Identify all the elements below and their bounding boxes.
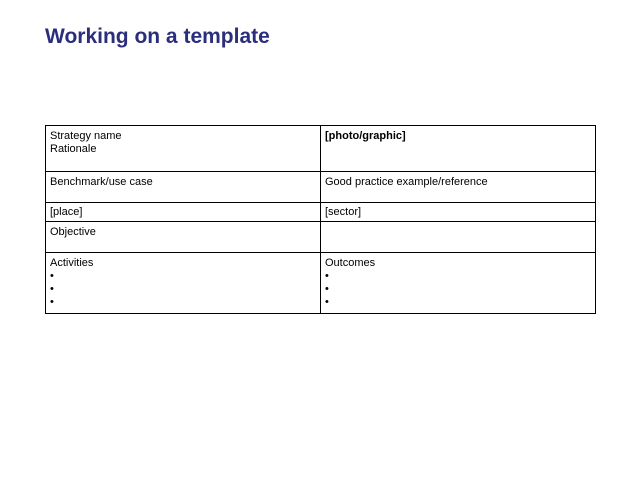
cell-strategy-rationale bbox=[46, 126, 321, 172]
cell-sector bbox=[321, 203, 596, 222]
outcomes-bullet-3: • bbox=[325, 296, 329, 308]
table-row-strategy bbox=[46, 126, 596, 172]
sector-placeholder: [sector] bbox=[325, 206, 362, 218]
objective-label: Objective bbox=[50, 226, 96, 238]
activities-bullet-2: • bbox=[50, 283, 54, 295]
table-row-benchmark bbox=[46, 172, 596, 203]
cell-objective bbox=[46, 222, 321, 253]
page-title: Working on a template bbox=[45, 25, 270, 48]
cell-photo-graphic bbox=[321, 126, 596, 172]
photo-graphic-placeholder: [photo/graphic] bbox=[325, 130, 406, 142]
outcomes-bullet-2: • bbox=[325, 283, 329, 295]
cell-activities bbox=[46, 253, 321, 314]
outcomes-label: Outcomes bbox=[325, 257, 376, 269]
cell-objective-empty bbox=[321, 222, 596, 253]
table-row-objective bbox=[46, 222, 596, 253]
outcomes-bullet-1: • bbox=[325, 270, 329, 282]
table-row-activities-outcomes bbox=[46, 253, 596, 314]
strategy-template-table bbox=[45, 125, 596, 314]
activities-bullet-1: • bbox=[50, 270, 54, 282]
cell-outcomes bbox=[321, 253, 596, 314]
activities-bullet-3: • bbox=[50, 296, 54, 308]
cell-benchmark bbox=[46, 172, 321, 203]
benchmark-label: Benchmark/use case bbox=[50, 176, 153, 188]
strategy-name-label: Strategy name bbox=[50, 130, 122, 142]
rationale-label: Rationale bbox=[50, 143, 97, 155]
cell-good-practice bbox=[321, 172, 596, 203]
table-row-place-sector bbox=[46, 203, 596, 222]
activities-label: Activities bbox=[50, 257, 94, 269]
cell-place bbox=[46, 203, 321, 222]
place-placeholder: [place] bbox=[50, 206, 83, 218]
good-practice-label: Good practice example/reference bbox=[325, 176, 488, 188]
